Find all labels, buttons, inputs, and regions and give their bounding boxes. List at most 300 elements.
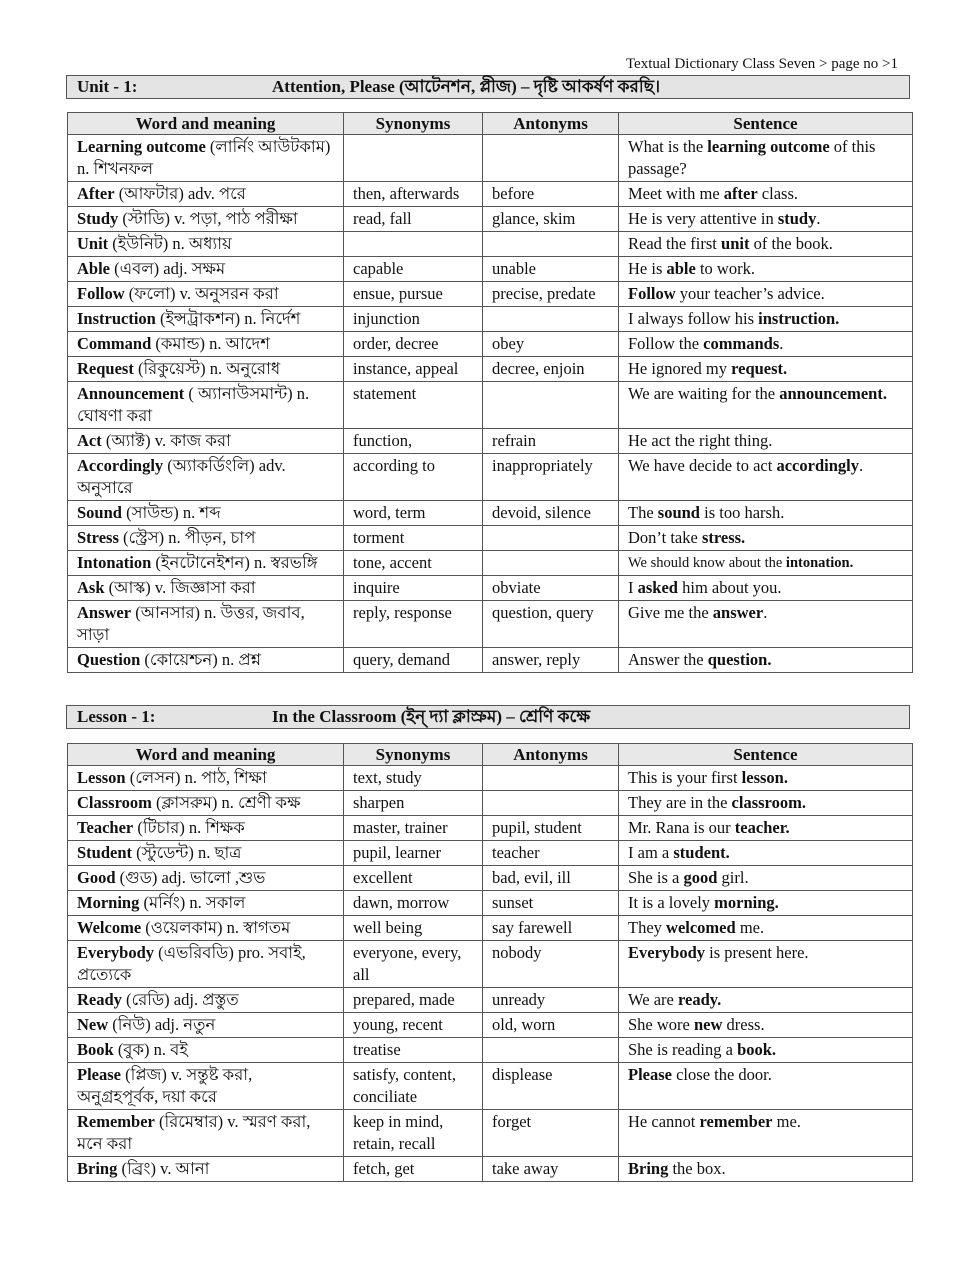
- sentence-text: is too harsh.: [699, 503, 785, 522]
- sentence-text: him about you.: [677, 578, 782, 597]
- sentence-text: I: [628, 578, 638, 597]
- word-meaning: (আস্ক) v. জিজ্ঞাসা করা: [104, 578, 256, 597]
- word-meaning: (ইউনিট) n. অধ্যায়: [108, 234, 232, 253]
- column-header: Sentence: [619, 744, 913, 766]
- synonyms-cell: well being: [344, 916, 483, 941]
- sentence-cell: [619, 1013, 913, 1038]
- sentence-cell: [619, 526, 913, 551]
- synonyms-cell: [344, 135, 483, 182]
- headword: Sound: [77, 503, 122, 522]
- synonyms-cell: capable: [344, 257, 483, 282]
- word-cell: [68, 454, 344, 501]
- word-cell: [68, 282, 344, 307]
- sentence-text: close the door.: [671, 1065, 772, 1084]
- table-row: [68, 332, 913, 357]
- table-row: [68, 916, 913, 941]
- headword: Unit: [77, 234, 109, 253]
- synonyms-cell: according to: [344, 454, 483, 501]
- table-row: [68, 1110, 913, 1157]
- headword: Bring: [77, 1159, 118, 1178]
- antonyms-cell: bad, evil, ill: [483, 866, 619, 891]
- sentence-highlight: stress.: [701, 528, 746, 547]
- antonyms-cell: [483, 766, 619, 791]
- synonyms-cell: function,: [344, 429, 483, 454]
- sentence-cell: [619, 601, 913, 648]
- word-cell: [68, 501, 344, 526]
- sentence-cell: [619, 332, 913, 357]
- sentence-text: .: [763, 603, 768, 622]
- headword: Classroom: [77, 793, 152, 812]
- sentence-cell: [619, 988, 913, 1013]
- headword: Answer: [77, 603, 132, 622]
- word-cell: [68, 791, 344, 816]
- column-header: Antonyms: [483, 113, 619, 135]
- word-meaning: (আনসার) n. উত্তর, জবাব, সাড়া: [77, 603, 305, 644]
- word-meaning: (লার্নিং আউটকাম) n. শিখনফল: [77, 137, 331, 178]
- sentence-highlight: Please: [628, 1065, 672, 1084]
- headword: Good: [77, 868, 116, 887]
- antonyms-cell: say farewell: [483, 916, 619, 941]
- sentence-cell: [619, 207, 913, 232]
- sentence-highlight: question.: [707, 650, 772, 669]
- antonyms-cell: decree, enjoin: [483, 357, 619, 382]
- sentence-text: Follow the: [628, 334, 704, 353]
- antonyms-cell: [483, 791, 619, 816]
- unit-vocabulary-table: [67, 112, 913, 673]
- synonyms-cell: young, recent: [344, 1013, 483, 1038]
- word-cell: [68, 307, 344, 332]
- headword: After: [77, 184, 115, 203]
- sentence-text: They: [628, 918, 667, 937]
- headword: Follow: [77, 284, 125, 303]
- word-meaning: (সাউন্ড) n. শব্দ: [121, 503, 221, 522]
- sentence-highlight: student.: [673, 843, 730, 862]
- headword: Everybody: [77, 943, 155, 962]
- headword: Please: [77, 1065, 121, 1084]
- synonyms-cell: sharpen: [344, 791, 483, 816]
- sentence-text: of the book.: [749, 234, 833, 253]
- antonyms-cell: precise, predate: [483, 282, 619, 307]
- antonyms-cell: [483, 551, 619, 576]
- sentence-text: Read the first: [628, 234, 722, 253]
- sentence-highlight: Bring: [628, 1159, 669, 1178]
- headword: Act: [77, 431, 102, 450]
- antonyms-cell: unready: [483, 988, 619, 1013]
- word-meaning: ( অ্যানাউসমান্ট) n. ঘোষণা করা: [77, 384, 310, 425]
- headword: Study: [77, 209, 119, 228]
- sentence-text: me.: [772, 1112, 801, 1131]
- sentence-text: Meet with me: [628, 184, 724, 203]
- headword: Able: [77, 259, 110, 278]
- word-meaning: (বুক) n. বই: [113, 1040, 188, 1059]
- unit-banner: [66, 75, 910, 99]
- word-meaning: (এভরিবডি) pro. সবাই, প্রত্যেকে: [77, 943, 306, 984]
- table-row: [68, 1013, 913, 1038]
- word-meaning: (স্ট্রেস) n. পীড়ন, চাপ: [118, 528, 256, 547]
- sentence-text: girl.: [717, 868, 749, 887]
- table-row: [68, 791, 913, 816]
- table-row: [68, 866, 913, 891]
- table-row: [68, 1038, 913, 1063]
- antonyms-cell: old, worn: [483, 1013, 619, 1038]
- sentence-text: of this passage?: [628, 137, 876, 178]
- sentence-text: He is very attentive in: [628, 209, 778, 228]
- sentence-text: .: [779, 334, 784, 353]
- sentence-text: What is the: [628, 137, 708, 156]
- word-meaning: (লেসন) n. পাঠ, শিক্ষা: [125, 768, 267, 787]
- headword: Ask: [77, 578, 105, 597]
- column-header: Word and meaning: [68, 744, 344, 766]
- synonyms-cell: text, study: [344, 766, 483, 791]
- sentence-highlight: instruction.: [758, 309, 840, 328]
- sentence-cell: [619, 576, 913, 601]
- sentence-highlight: able: [666, 259, 696, 278]
- headword: Stress: [77, 528, 119, 547]
- antonyms-cell: nobody: [483, 941, 619, 988]
- sentence-highlight: asked: [637, 578, 678, 597]
- word-meaning: (রেডি) adj. প্রস্তুত: [121, 990, 239, 1009]
- sentence-highlight: remember: [699, 1112, 773, 1131]
- sentence-text: He cannot: [628, 1112, 700, 1131]
- table-row: [68, 941, 913, 988]
- synonyms-cell: reply, response: [344, 601, 483, 648]
- sentence-cell: [619, 307, 913, 332]
- sentence-cell: [619, 382, 913, 429]
- sentence-cell: [619, 1157, 913, 1182]
- antonyms-cell: obey: [483, 332, 619, 357]
- antonyms-cell: devoid, silence: [483, 501, 619, 526]
- sentence-cell: [619, 135, 913, 182]
- antonyms-cell: inappropriately: [483, 454, 619, 501]
- sentence-text: the box.: [668, 1159, 726, 1178]
- table-row: [68, 357, 913, 382]
- word-cell: [68, 1110, 344, 1157]
- word-cell: [68, 207, 344, 232]
- headword: Lesson: [77, 768, 126, 787]
- sentence-text: He ignored my: [628, 359, 732, 378]
- antonyms-cell: sunset: [483, 891, 619, 916]
- antonyms-cell: [483, 232, 619, 257]
- headword: Remember: [77, 1112, 155, 1131]
- sentence-cell: [619, 454, 913, 501]
- unit-code: Unit - 1:: [77, 77, 138, 96]
- synonyms-cell: torment: [344, 526, 483, 551]
- sentence-highlight: announcement.: [779, 384, 887, 403]
- headword: Accordingly: [77, 456, 164, 475]
- synonyms-cell: fetch, get: [344, 1157, 483, 1182]
- word-meaning: (প্লিজ) v. সন্তুষ্ট করা, অনুগ্রহপূর্বক, দয়া করে: [77, 1065, 253, 1106]
- table-row: [68, 257, 913, 282]
- sentence-text: Answer the: [628, 650, 708, 669]
- word-cell: [68, 357, 344, 382]
- word-meaning: (রিমেম্বার) v. স্মরণ করা, মনে করা: [77, 1112, 311, 1153]
- antonyms-cell: [483, 307, 619, 332]
- headword: Question: [77, 650, 141, 669]
- word-cell: [68, 429, 344, 454]
- sentence-text: Give me the: [628, 603, 713, 622]
- table-row: [68, 601, 913, 648]
- sentence-cell: [619, 816, 913, 841]
- sentence-text: The: [628, 503, 658, 522]
- antonyms-cell: obviate: [483, 576, 619, 601]
- sentence-text: to work.: [695, 259, 755, 278]
- sentence-cell: [619, 891, 913, 916]
- sentence-cell: [619, 182, 913, 207]
- sentence-cell: [619, 501, 913, 526]
- column-header: Word and meaning: [68, 113, 344, 135]
- sentence-text: your teacher’s advice.: [675, 284, 825, 303]
- sentence-highlight: request.: [731, 359, 788, 378]
- word-meaning: (রিকুয়েস্ট) n. অনুরোধ: [133, 359, 281, 378]
- sentence-highlight: Follow: [628, 284, 676, 303]
- table-row: [68, 988, 913, 1013]
- sentence-highlight: intonation.: [785, 555, 854, 571]
- table-row: [68, 1157, 913, 1182]
- sentence-text: .: [858, 456, 864, 475]
- synonyms-cell: then, afterwards: [344, 182, 483, 207]
- sentence-cell: [619, 257, 913, 282]
- headword: Welcome: [77, 918, 142, 937]
- sentence-text: It is a lovely: [628, 893, 715, 912]
- sentence-cell: [619, 232, 913, 257]
- sentence-highlight: welcomed: [666, 918, 736, 937]
- word-meaning: (অ্যাকর্ডিংলি) adv. অনুসারে: [77, 456, 286, 497]
- sentence-cell: [619, 866, 913, 891]
- synonyms-cell: read, fall: [344, 207, 483, 232]
- table-row: [68, 282, 913, 307]
- sentence-text: We have decide to act: [628, 456, 777, 475]
- word-meaning: (ক্লাসরুম) n. শ্রেণী কক্ষ: [151, 793, 301, 812]
- antonyms-cell: [483, 135, 619, 182]
- synonyms-cell: word, term: [344, 501, 483, 526]
- sentence-text: I always follow his: [628, 309, 759, 328]
- word-cell: [68, 601, 344, 648]
- synonyms-cell: everyone, every, all: [344, 941, 483, 988]
- sentence-cell: [619, 766, 913, 791]
- table-row: [68, 307, 913, 332]
- sentence-cell: [619, 941, 913, 988]
- antonyms-cell: take away: [483, 1157, 619, 1182]
- page-header: Textual Dictionary Class Seven > page no >1: [625, 56, 898, 72]
- word-meaning: (স্টুডেন্ট) n. ছাত্র: [132, 843, 242, 862]
- word-cell: [68, 182, 344, 207]
- lesson-code: Lesson - 1:: [77, 707, 156, 726]
- table-row: [68, 551, 913, 576]
- word-meaning: (অ্যাক্ট) v. কাজ করা: [101, 431, 231, 450]
- word-cell: [68, 916, 344, 941]
- sentence-cell: [619, 357, 913, 382]
- table-row: [68, 526, 913, 551]
- sentence-text: She wore: [628, 1015, 694, 1034]
- headword: Request: [77, 359, 134, 378]
- sentence-text: She is reading a: [628, 1040, 738, 1059]
- lesson-banner: [66, 705, 910, 729]
- table-row: [68, 382, 913, 429]
- sentence-text: He act the right thing.: [628, 431, 773, 450]
- table-row: [68, 182, 913, 207]
- sentence-highlight: learning outcome: [707, 137, 830, 156]
- word-meaning: (স্টাডি) v. পড়া, পাঠ পরীক্ষা: [118, 209, 298, 228]
- antonyms-cell: [483, 526, 619, 551]
- headword: Ready: [77, 990, 122, 1009]
- sentence-text: We should know about the: [628, 555, 786, 571]
- antonyms-cell: answer, reply: [483, 648, 619, 673]
- headword: Learning outcome: [77, 137, 206, 156]
- sentence-highlight: after: [723, 184, 758, 203]
- table-row: [68, 207, 913, 232]
- headword: Book: [77, 1040, 114, 1059]
- sentence-highlight: commands: [703, 334, 780, 353]
- word-cell: [68, 1013, 344, 1038]
- sentence-text: Don’t take: [628, 528, 702, 547]
- sentence-cell: [619, 916, 913, 941]
- word-meaning: (গুড) adj. ভালো ,শুভ: [115, 868, 266, 887]
- sentence-cell: [619, 791, 913, 816]
- synonyms-cell: keep in mind, retain, recall: [344, 1110, 483, 1157]
- antonyms-cell: refrain: [483, 429, 619, 454]
- sentence-text: .: [816, 209, 821, 228]
- antonyms-cell: forget: [483, 1110, 619, 1157]
- table-row: [68, 816, 913, 841]
- sentence-text: She is a: [628, 868, 684, 887]
- word-cell: [68, 382, 344, 429]
- table-header-row: [68, 744, 913, 766]
- table-row: [68, 429, 913, 454]
- sentence-highlight: book.: [737, 1040, 777, 1059]
- word-meaning: (কমান্ড) n. আদেশ: [151, 334, 270, 353]
- lesson-title: In the Classroom (ইন্ দ্যা ক্লাস্রুম) – শ্রেণি কক্ষে: [272, 707, 591, 726]
- word-cell: [68, 1038, 344, 1063]
- sentence-cell: [619, 1110, 913, 1157]
- column-header: Sentence: [619, 113, 913, 135]
- synonyms-cell: tone, accent: [344, 551, 483, 576]
- antonyms-cell: teacher: [483, 841, 619, 866]
- sentence-text: This is your first: [628, 768, 742, 787]
- headword: New: [77, 1015, 109, 1034]
- synonyms-cell: excellent: [344, 866, 483, 891]
- synonyms-cell: inquire: [344, 576, 483, 601]
- word-cell: [68, 135, 344, 182]
- antonyms-cell: question, query: [483, 601, 619, 648]
- synonyms-cell: injunction: [344, 307, 483, 332]
- table-row: [68, 766, 913, 791]
- sentence-highlight: answer: [712, 603, 764, 622]
- table-row: [68, 135, 913, 182]
- sentence-cell: [619, 429, 913, 454]
- sentence-text: dress.: [722, 1015, 765, 1034]
- word-cell: [68, 576, 344, 601]
- column-header: Antonyms: [483, 744, 619, 766]
- sentence-highlight: ready.: [677, 990, 722, 1009]
- antonyms-cell: glance, skim: [483, 207, 619, 232]
- word-cell: [68, 841, 344, 866]
- word-cell: [68, 816, 344, 841]
- synonyms-cell: master, trainer: [344, 816, 483, 841]
- table-row: [68, 891, 913, 916]
- word-meaning: (আফটার) adv. পরে: [114, 184, 246, 203]
- table-row: [68, 648, 913, 673]
- word-meaning: (ইন্সট্রাকশন) n. নির্দেশ: [155, 309, 301, 328]
- word-meaning: (ব্রিং) v. আনা: [117, 1159, 210, 1178]
- column-header: Synonyms: [344, 744, 483, 766]
- word-cell: [68, 551, 344, 576]
- synonyms-cell: query, demand: [344, 648, 483, 673]
- sentence-text: class.: [757, 184, 798, 203]
- word-cell: [68, 891, 344, 916]
- synonyms-cell: treatise: [344, 1038, 483, 1063]
- word-meaning: (ফলো) v. অনুসরন করা: [124, 284, 279, 303]
- word-cell: [68, 257, 344, 282]
- headword: Student: [77, 843, 133, 862]
- sentence-highlight: new: [693, 1015, 723, 1034]
- sentence-highlight: study: [777, 209, 817, 228]
- sentence-cell: [619, 1038, 913, 1063]
- word-cell: [68, 988, 344, 1013]
- antonyms-cell: [483, 382, 619, 429]
- headword: Teacher: [77, 818, 134, 837]
- word-cell: [68, 1063, 344, 1110]
- word-cell: [68, 526, 344, 551]
- word-cell: [68, 332, 344, 357]
- table-header-row: [68, 113, 913, 135]
- sentence-highlight: unit: [721, 234, 750, 253]
- word-meaning: (ওয়েলকাম) n. স্বাগতম: [141, 918, 291, 937]
- sentence-highlight: accordingly: [776, 456, 859, 475]
- headword: Intonation: [77, 553, 152, 572]
- sentence-text: He is: [628, 259, 667, 278]
- table-row: [68, 576, 913, 601]
- sentence-text: me.: [735, 918, 765, 937]
- table-row: [68, 454, 913, 501]
- sentence-highlight: classroom.: [731, 793, 806, 812]
- word-meaning: (নিউ) adj. নতুন: [108, 1015, 216, 1034]
- word-meaning: (ইনটোনেইশন) n. স্বরভঙ্গি: [151, 553, 318, 572]
- sentence-text: They are in the: [628, 793, 732, 812]
- sentence-text: We are: [628, 990, 678, 1009]
- antonyms-cell: pupil, student: [483, 816, 619, 841]
- word-cell: [68, 941, 344, 988]
- antonyms-cell: displease: [483, 1063, 619, 1110]
- lesson-vocabulary-table: [67, 743, 913, 1182]
- synonyms-cell: [344, 232, 483, 257]
- sentence-highlight: good: [683, 868, 718, 887]
- synonyms-cell: ensue, pursue: [344, 282, 483, 307]
- sentence-highlight: morning.: [714, 893, 779, 912]
- headword: Command: [77, 334, 152, 353]
- word-meaning: (এবল) adj. সক্ষম: [110, 259, 226, 278]
- word-meaning: (টিচার) n. শিক্ষক: [133, 818, 245, 837]
- synonyms-cell: pupil, learner: [344, 841, 483, 866]
- sentence-cell: [619, 648, 913, 673]
- headword: Morning: [77, 893, 140, 912]
- unit-title: Attention, Please (আটেনশন, প্লীজ) – দৃষ্টি আকর্ষণ করছি।: [272, 77, 661, 96]
- word-meaning: (মর্নিং) n. সকাল: [139, 893, 246, 912]
- synonyms-cell: prepared, made: [344, 988, 483, 1013]
- word-cell: [68, 766, 344, 791]
- sentence-highlight: lesson.: [741, 768, 788, 787]
- word-cell: [68, 648, 344, 673]
- sentence-highlight: sound: [657, 503, 700, 522]
- sentence-text: We are waiting for the: [628, 384, 780, 403]
- synonyms-cell: dawn, morrow: [344, 891, 483, 916]
- sentence-highlight: Everybody: [628, 943, 706, 962]
- synonyms-cell: satisfy, content, conciliate: [344, 1063, 483, 1110]
- sentence-cell: [619, 551, 913, 576]
- sentence-text: I am a: [628, 843, 674, 862]
- column-header: Synonyms: [344, 113, 483, 135]
- antonyms-cell: unable: [483, 257, 619, 282]
- table-row: [68, 841, 913, 866]
